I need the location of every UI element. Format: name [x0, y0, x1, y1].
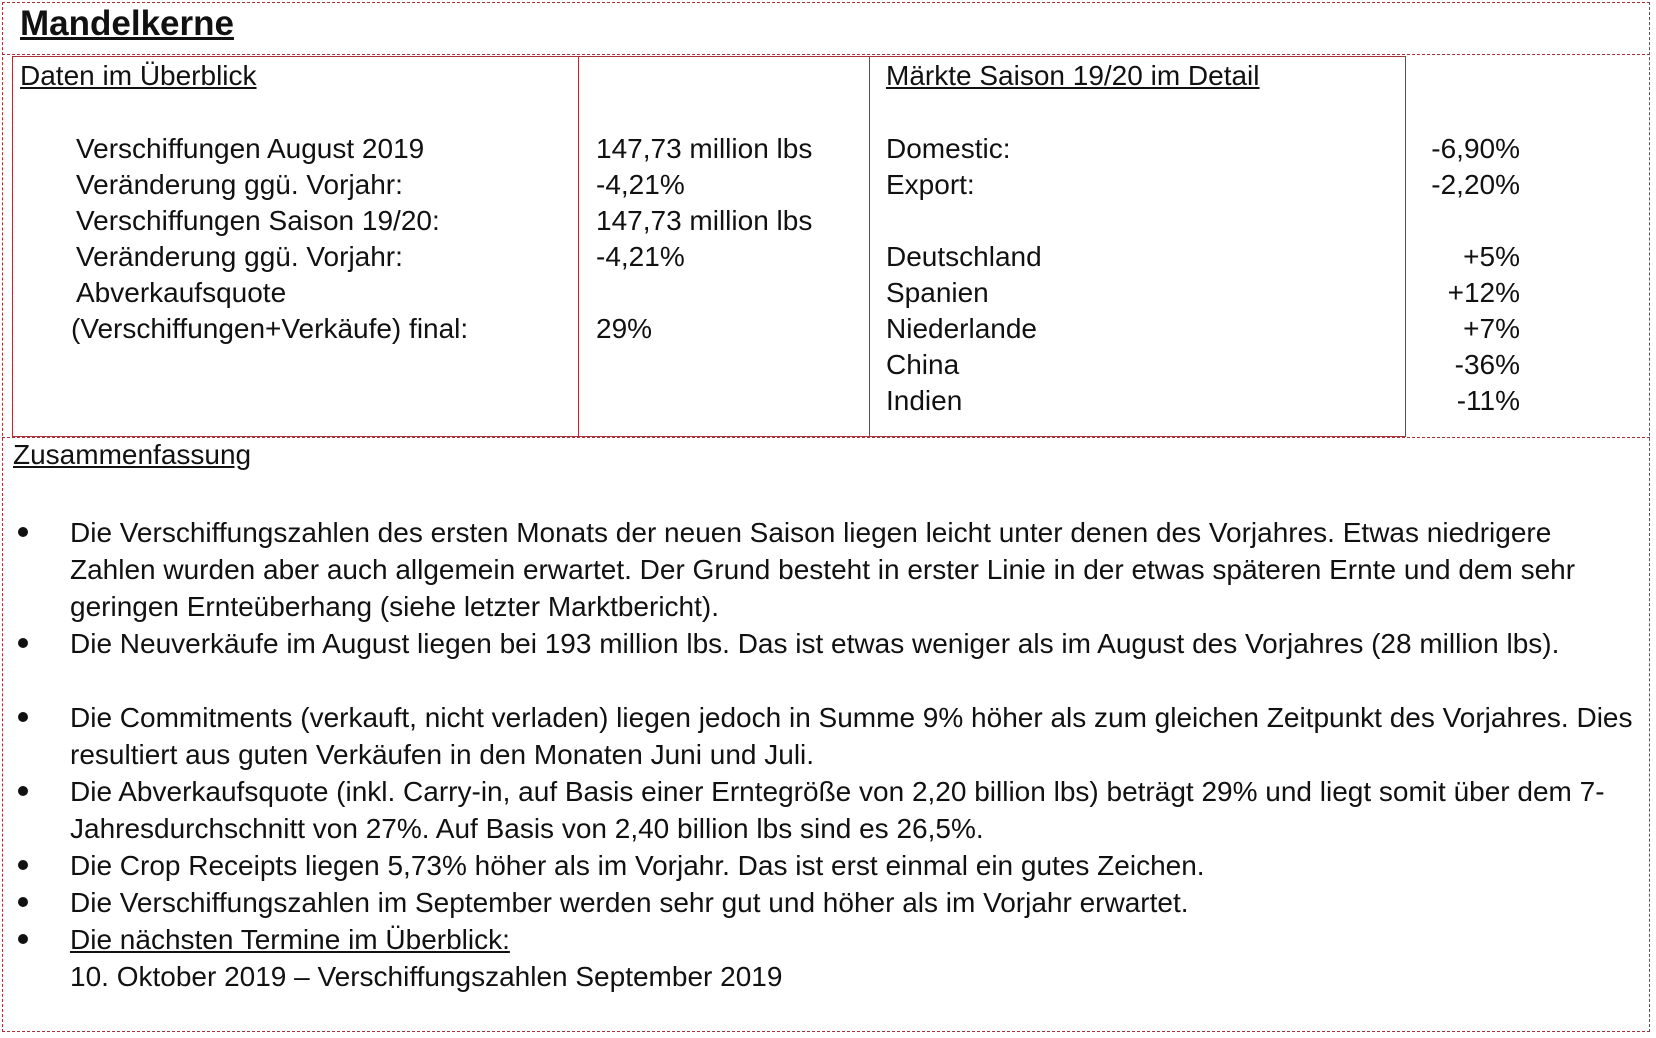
market-value: -2,20%	[1431, 169, 1520, 200]
market-label: Niederlande	[886, 313, 1037, 344]
table-border-bottom	[12, 436, 1406, 437]
page-title: Mandelkerne	[20, 4, 234, 43]
markets-heading: Märkte Saison 19/20 im Detail	[886, 60, 1260, 91]
bullet-text: Die Abverkaufsquote (inkl. Carry-in, auf Basis einer Erntegröße von 2,20 billion lbs) beträgt 29% und liegt somit über dem 7-Jahresdurchschnitt von 27%. Auf Basis von 2,40 billion lbs sind es 26,5%.	[70, 776, 1605, 844]
overview-label: Veränderung ggü. Vorjahr:	[76, 169, 403, 200]
bullet-icon	[18, 638, 28, 648]
overview-heading: Daten im Überblick	[20, 60, 257, 91]
market-label: Indien	[886, 385, 963, 416]
table-border-top	[12, 56, 1406, 57]
market-value: -11%	[1456, 385, 1520, 416]
market-label: Deutschland	[886, 241, 1042, 272]
overview-label: (Verschiffungen+Verkäufe) final:	[71, 313, 469, 344]
bullet-text: Die Crop Receipts liegen 5,73% höher als im Vorjahr. Das ist erst einmal ein gutes Zeichen.	[70, 850, 1205, 881]
bullet-icon	[18, 527, 28, 537]
list-item	[70, 847, 1640, 884]
market-value: -6,90%	[1431, 133, 1520, 164]
market-value: +5%	[1463, 241, 1520, 272]
list-item	[70, 884, 1640, 921]
dates-line: 10. Oktober 2019 – Verschiffungszahlen September 2019	[70, 961, 783, 992]
overview-label: Verschiffungen Saison 19/20:	[76, 205, 440, 236]
market-label: China	[886, 349, 960, 380]
overview-label: Abverkaufsquote	[76, 277, 287, 308]
list-item	[70, 699, 1640, 773]
bullet-icon	[18, 897, 28, 907]
market-label: Export:	[886, 169, 975, 200]
summary-heading: Zusammenfassung	[13, 439, 252, 470]
table-border-left	[12, 56, 13, 437]
list-item	[70, 625, 1640, 662]
bullet-text: Die Verschiffungszahlen im September werden sehr gut und höher als im Vorjahr erwartet.	[70, 887, 1189, 918]
overview-label: Veränderung ggü. Vorjahr:	[76, 241, 403, 272]
overview-value: -4,21%	[596, 169, 685, 200]
market-value: +7%	[1463, 313, 1520, 344]
overview-value: 147,73 million lbs	[596, 205, 813, 236]
summary-divider	[2, 437, 1650, 438]
overview-value: 29%	[596, 313, 653, 344]
table-col-divider-1	[578, 56, 579, 437]
bullet-icon	[18, 934, 28, 944]
bullet-icon	[18, 786, 28, 796]
title-divider	[2, 54, 1650, 55]
bullet-icon	[18, 712, 28, 722]
overview-value: 147,73 million lbs	[596, 133, 813, 164]
list-item	[70, 773, 1640, 847]
market-value: -36%	[1454, 349, 1520, 380]
bullet-text: Die Commitments (verkauft, nicht verladen) liegen jedoch in Summe 9% höher als zum gleichen Zeitpunkt des Vorjahres. Dies resultiert aus guten Verkäufen in den Monaten Juni und Juli.	[70, 702, 1633, 770]
dates-heading: Die nächsten Termine im Überblick:	[70, 924, 510, 955]
bullet-text: Die Neuverkäufe im August liegen bei 193 million lbs. Das ist etwas weniger als im August des Vorjahres (28 million lbs).	[70, 628, 1560, 659]
bullet-text: Die Verschiffungszahlen des ersten Monats der neuen Saison liegen leicht unter denen des Vorjahres. Etwas niedrigere Zahlen wurden aber auch allgemein erwartet. Der Grund besteht in erster Linie in der etwas späteren Ernte und dem sehr geringen Ernteüberhang (siehe letzter Marktbericht).	[70, 517, 1576, 622]
bullet-icon	[18, 860, 28, 870]
overview-label: Verschiffungen August 2019	[76, 133, 425, 164]
list-item	[70, 514, 1640, 625]
overview-value: -4,21%	[596, 241, 685, 272]
market-label: Domestic:	[886, 133, 1011, 164]
list-item	[70, 921, 1640, 995]
market-value: +12%	[1447, 277, 1520, 308]
table-col-divider-2	[869, 56, 870, 437]
market-label: Spanien	[886, 277, 989, 308]
